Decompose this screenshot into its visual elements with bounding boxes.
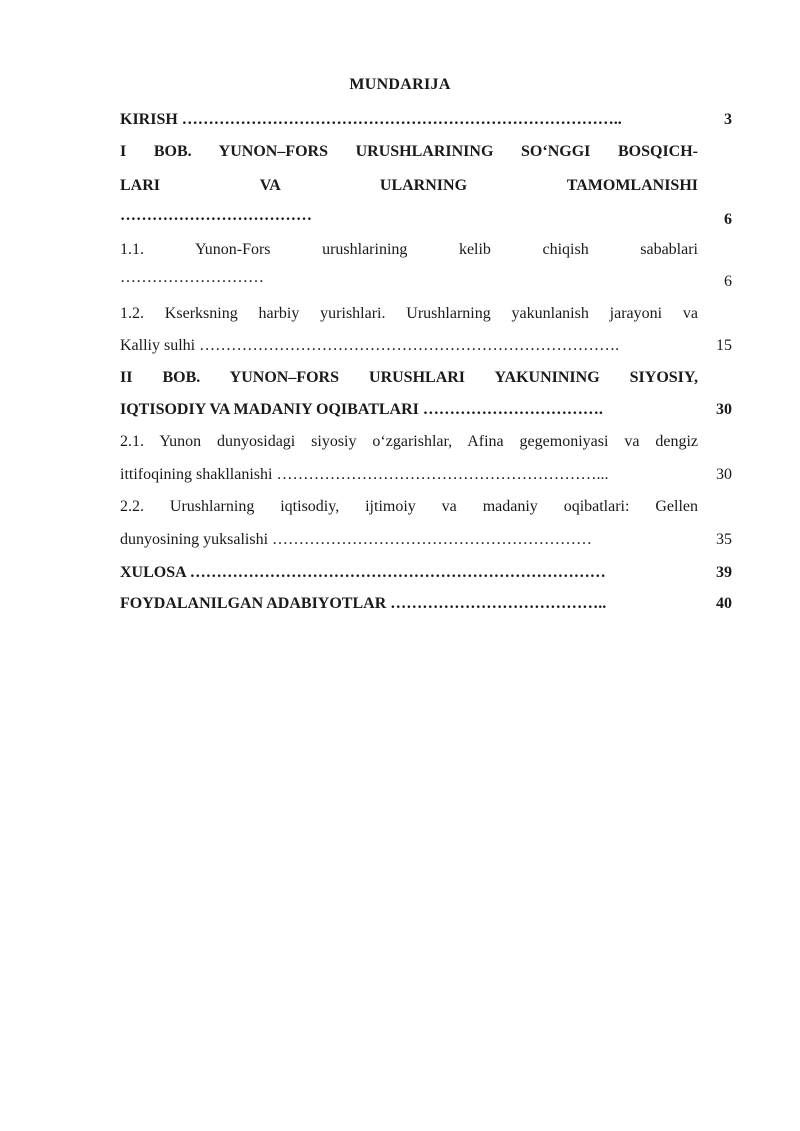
toc-entry-chapter-1 [120,142,732,232]
toc-page-number: 40 [716,595,732,612]
toc-entry-text: 1.2. Kserksning harbiy yurishlari. Urushlarning yakunlanish jarayoni va [120,305,698,322]
toc-entry-text: ……………………………… [120,207,312,224]
toc-entry-text: 1.1. Yunon-Fors urushlarining kelib chiqish sabablari [120,241,698,258]
toc-entry-text: ……………………… [120,269,264,286]
toc-entry-kirish [120,110,732,130]
toc-entry-section-2-1 [120,432,732,486]
toc-entry-text: II BOB. YUNON–FORS URUSHLARI YAKUNINING SIYOSIY, [120,369,698,386]
toc-entry-section-1-2 [120,304,732,356]
toc-entry-text: 2.2. Urushlarning iqtisodiy, ijtimoiy va madaniy oqibatlari: Gellen [120,498,698,515]
toc-page-number: 30 [716,466,732,483]
toc-entry-chapter-2 [120,368,732,422]
page-title: MUNDARIJA [349,76,451,93]
toc-entry-text: 2.1. Yunon dunyosidagi siyosiy o‘zgarishlar, Afina gegemoniyasi va dengiz [120,433,698,450]
toc-page-number: 15 [716,337,732,354]
toc-page-number: 39 [716,564,732,581]
toc-page-number: 6 [724,211,732,228]
toc-page-number: 6 [724,273,732,290]
toc-entry-text: FOYDALANILGAN ADABIYOTLAR ………………………………….. [120,595,607,612]
toc-page-number: 35 [716,531,732,548]
toc-page-number: 30 [716,401,732,418]
toc-entry-text: KIRISH ……………………………………………………………………….. [120,111,622,128]
toc-entry-text: IQTISODIY VA MADANIY OQIBATLARI ……………………………. [120,401,603,418]
toc-entry-text: I BOB. YUNON–FORS URUSHLARINING SO‘NGGI BOSQICH- [120,143,698,160]
toc-page-number: 3 [724,111,732,128]
toc-entry-section-2-2 [120,497,732,551]
toc-entry-xulosa [120,563,732,583]
toc-entry-section-1-1 [120,240,732,292]
toc-entry-text: Kalliy sulhi ……………………………………………………………………. [120,337,620,354]
toc-entry-text: XULOSA …………………………………………………………………… [120,564,606,581]
toc-entry-text: dunyosining yuksalishi …………………………………………………… [120,531,593,548]
toc-entry-text: ittifoqining shakllanishi ……………………………………………………... [120,466,609,483]
toc-entry-references [120,594,732,614]
toc-entry-text: LARI VA ULARNING TAMOMLANISHI [120,177,698,194]
